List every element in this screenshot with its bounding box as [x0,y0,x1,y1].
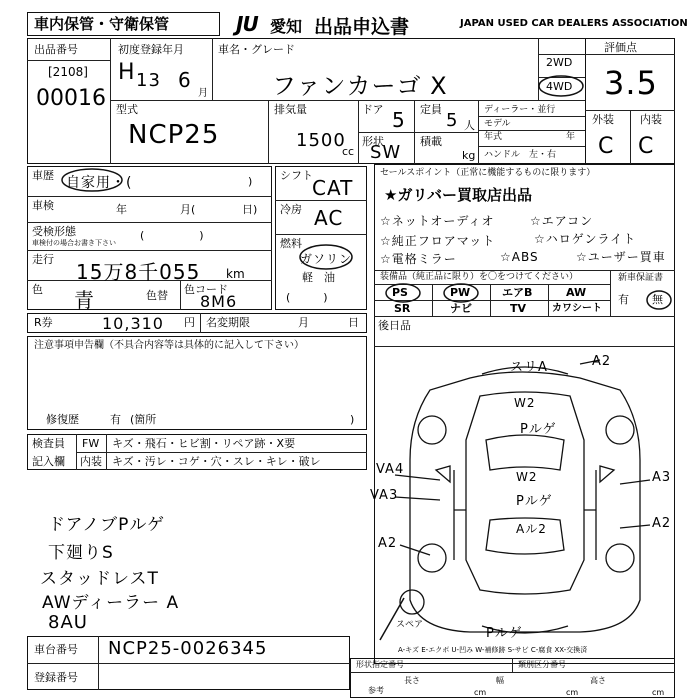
later-notes-label: 後日品 [378,319,411,332]
color-label: 色 [32,283,43,296]
type-label: 型式 [116,103,138,116]
fuel-diesel: 軽 油 [302,271,335,284]
diag-mark-front: スリA [510,360,548,375]
repair-close: ) [350,413,355,426]
diag-mark-rear-a: Aル2 [516,522,547,536]
repair-value: 有 [110,413,121,426]
load-unit: kg [462,149,476,162]
drive-4wd: 4WD [546,80,573,93]
diag-mark-front-a2: A2 [592,354,612,369]
diag-mark-hood-dent: Pルゲ [520,422,557,437]
repair-label: 修復歴 [46,413,79,426]
doors-value: 5 [392,108,406,132]
inspector-label-2: 記入欄 [32,455,65,468]
grade-label: 評価点 [604,41,637,54]
mileage-value: 15万8千055 [76,260,201,284]
shape-label: 形状 [362,135,384,148]
equipment-label: 装備品（純正品に限り）を〇をつけてください） [380,272,579,282]
inspector-interior: 内装 [80,455,102,468]
diag-mark-rear-dent: Pルゲ [486,626,523,641]
height-label: 高さ [590,676,606,685]
reception-paren: ( ) [140,229,204,242]
storage-title: 車内保管・守衛保管 [34,15,170,33]
width-unit: cm [566,688,579,697]
year-label: 年式 [484,132,503,142]
shift-value: CAT [312,176,354,200]
color-value: 青 [74,288,95,312]
title-change-label: 名変期限 [206,316,250,329]
plate-label: 登録番号 [34,671,78,684]
inspector-note-1: ドアノブPルゲ [48,515,166,535]
sales-item-1: ☆ネットオーディオ [380,214,495,228]
mileage-unit: km [226,267,245,281]
repair-location: (箇所 [130,413,157,426]
reception-sub: 車検付の場合お書き下さい [32,239,116,247]
sales-item-3: ☆純正フロアマット [380,234,496,248]
color-code-label: 色コード [184,283,228,296]
title-change-day: 日 [348,316,359,329]
diag-mark-left-a2: A2 [378,536,398,551]
width-label: 幅 [496,676,504,685]
warranty-label: 新車保証書 [618,273,664,283]
fuel-paren: ( ) [286,291,328,304]
equip-tv: TV [510,302,527,315]
drive-2wd: 2WD [546,56,573,69]
equip-sr: SR [394,302,411,315]
class-number-label: 類別区分番号 [518,660,566,669]
shift-label: シフト [280,169,313,182]
length-label: 長さ [404,676,420,685]
ac-label: 冷房 [280,203,302,216]
recycle-unit: 円 [184,316,195,329]
dealer-label: ディーラー・並行 [484,105,556,115]
chassis-value: NCP25-0026345 [108,638,268,659]
history-value: 自家用・( [66,175,133,191]
org-name: 愛知 [270,17,303,36]
damage-legend: A-キズ E-エクボ U-凹み W-補修跡 S-サビ C-腐食 XX-交換済 [398,646,588,654]
recycle-value: 10,310 [102,314,164,333]
displacement-value: 1500 [296,130,346,151]
capacity-value: 5 [446,110,459,131]
form-title: 出品申込書 [314,16,410,38]
equip-leather: カワシート [552,303,602,314]
diag-mark-va3: VA3 [370,488,399,503]
load-label: 積載 [420,135,442,148]
inspector-note-2: 下廻りS [48,543,114,563]
inspector-note-3: スタッドレスT [40,569,159,589]
type-value: NCP25 [128,120,220,150]
diag-mark-roof-w2: W2 [516,470,538,484]
registration-era: H [118,60,136,85]
grade-value: 3.5 [604,64,658,102]
ac-value: AC [314,206,344,230]
inspector-note-4: AWディーラー A [42,593,180,613]
sales-label: セールスポイント（正常に機能するものに限ります） [380,168,596,178]
doors-label: ドア [362,103,384,116]
sales-item-5: ☆電格ミラー [380,252,457,266]
equip-aw: AW [566,286,587,299]
org-english: JAPAN USED CAR DEALERS ASSOCIATION [460,18,688,29]
reception-label: 受検形態 [32,225,76,238]
equip-navi: ナビ [450,302,472,315]
length-unit: cm [474,688,487,697]
sales-item-2: ☆エアコン [530,214,594,228]
warranty-yes: 有 [618,293,629,306]
registration-month-unit: 月 [198,88,208,99]
exterior-label: 外装 [592,113,614,126]
shape-number-label: 形状指定番号 [356,660,404,669]
diag-mark-va4: VA4 [376,462,405,477]
diag-mark-roof-dent: Pルゲ [516,494,553,509]
capacity-label: 定員 [420,103,442,116]
sales-banner: ★ガリバー買取店出品 [384,186,532,204]
history-label: 車歴 [32,169,54,182]
notes-label: 注意事項申告欄（不具合内容等は具体的に記入して下さい） [34,340,304,351]
interior-grade: C [638,134,655,159]
color-change-label: 色替 [146,289,168,302]
registration-label: 初度登録年月 [118,43,184,56]
mileage-label: 走行 [32,253,54,266]
registration-month: 6 [178,68,192,92]
inspection-label: 車検 [32,199,54,212]
color-code: 8M6 [200,292,238,311]
equip-airbag: エアB [502,286,533,299]
fuel-label: 燃料 [280,237,302,250]
interior-label: 内装 [640,113,662,126]
inspector-fw: FW [82,437,100,450]
displacement-unit: cc [342,145,355,158]
capacity-unit: 人 [464,119,475,132]
inspector-row2: キズ・汚レ・コゲ・穴・スレ・キレ・破レ [112,455,321,468]
displacement-label: 排気量 [274,103,307,116]
inspector-note-5: 8AU [48,612,88,633]
lot-small: [2108] [48,65,88,79]
model-year-label: モデル [484,119,511,129]
title-change-month: 月 [298,316,309,329]
inspection-month: 月( [180,203,196,216]
lot-number: 00016 [36,86,106,111]
inspector-row1: キズ・飛石・ヒビ割・リペア跡・X要 [112,437,296,450]
shape-value: SW [370,142,402,163]
diag-mark-a3: A3 [652,470,672,485]
model-label: 車名・グレード [218,43,295,56]
exterior-grade: C [598,134,615,159]
chassis-label: 車台番号 [34,643,78,656]
diag-mark-right-a2: A2 [652,516,672,531]
history-close: ) [248,175,253,188]
handle-label: ハンドル 左・右 [484,150,557,160]
diag-mark-hood-w2: W2 [514,396,536,410]
sales-item-7: ☆ユーザー買車 [576,250,666,264]
spare-label: スペア [396,620,424,630]
inspection-year: 年 [116,203,127,216]
sales-item-6: ☆ABS [500,250,539,264]
fuel-gasoline: ガソリン [300,252,353,266]
warranty-no: 無 [652,293,663,306]
inspector-label-1: 検査員 [32,437,65,450]
inspection-day: 日) [242,203,258,216]
lot-label: 出品番号 [34,43,78,56]
year-unit: 年 [566,132,576,142]
equip-pw: PW [450,286,471,299]
height-unit: cm [652,688,665,697]
model-value: ファンカーゴ X [272,72,448,100]
ju-logo: JU [236,12,258,36]
ref-label: 参考 [368,686,384,695]
sales-item-4: ☆ハロゲンライト [534,232,637,246]
registration-year: 13 [136,70,161,91]
equip-ps: PS [392,286,408,299]
recycle-label: R券 [34,316,53,329]
